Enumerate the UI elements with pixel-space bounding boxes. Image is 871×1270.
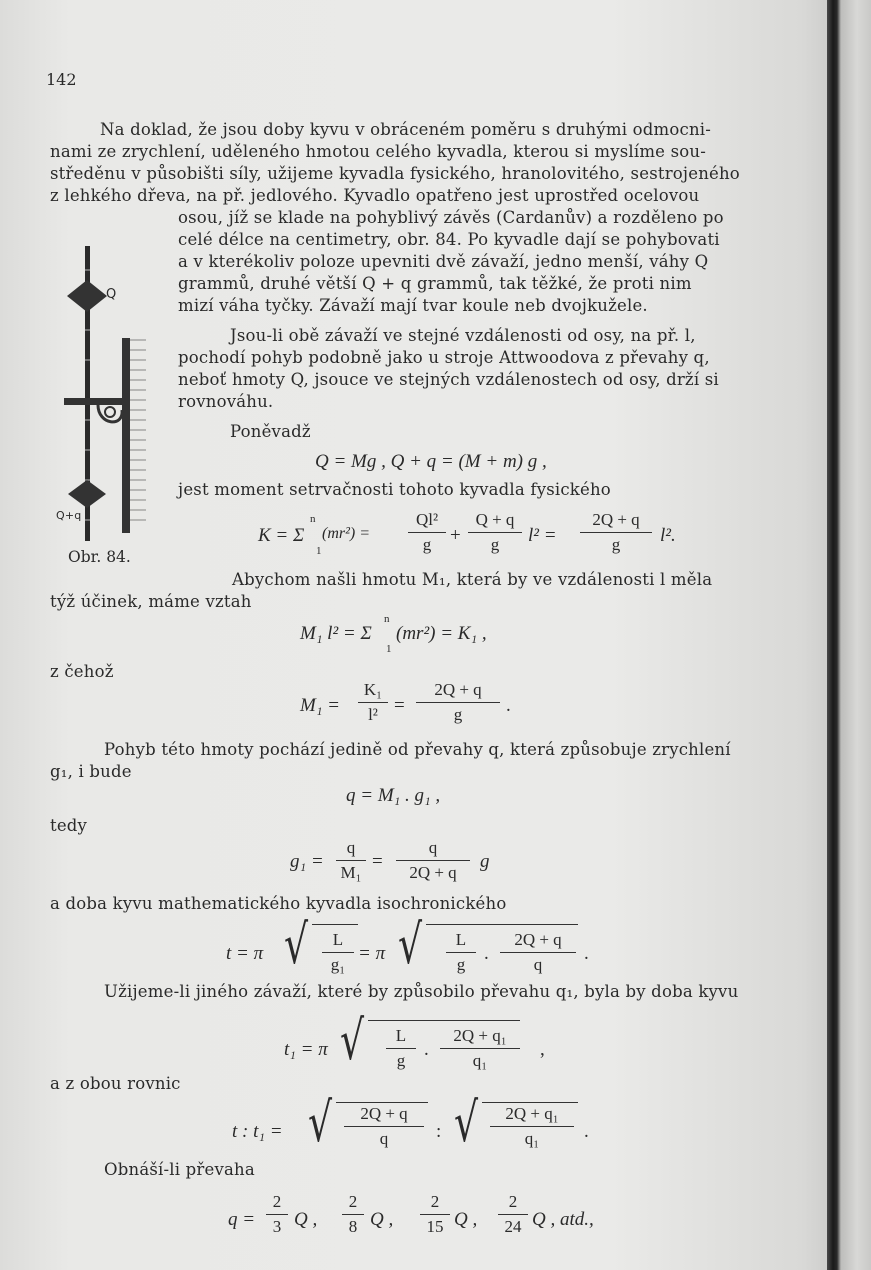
text-line: a v kterékoliv poloze upevniti dvě závaží, jedno menší, váhy Q [178, 252, 709, 271]
sqrt-vinculum [368, 1020, 520, 1021]
eq6-fraction-2: $\frac{q}{2Q + q}$ [396, 838, 470, 883]
eq4-lhs: M₁ = [300, 695, 341, 716]
eq2-fraction-1: $\frac{\text{Ql²}}{g}$ [408, 510, 446, 555]
figure-caption: Obr. 84. [68, 548, 131, 566]
eq9-tail: . [584, 1121, 589, 1142]
text-line: mizí váha tyčky. Závaží mají tvar koule neb dvojkužele. [178, 296, 648, 315]
eq8-dot: . [424, 1039, 429, 1060]
text-line: Na doklad, že jsou doby kyvu v obráceném poměru s druhými odmocni- [100, 120, 712, 139]
eq9-fraction-1: $\frac{2Q + q}{q}$ [344, 1104, 424, 1149]
sqrt-sign: √ [398, 913, 423, 976]
eq2-mr2: (mr²) = [322, 525, 371, 542]
eq4-tail: . [506, 695, 511, 716]
sqrt-vinculum [426, 924, 578, 925]
eq3-lhs: M₁ l² = Σ [300, 623, 372, 644]
text-line: pochodí pohyb podobně jako u stroje Attwoodova z převahy q, [178, 348, 710, 367]
text-line: Poněvadž [230, 422, 311, 441]
eq2-fraction-3: $\frac{2Q + q}{g}$ [580, 510, 652, 555]
text-line: a doba kyvu mathematického kyvadla isochronického [50, 894, 507, 913]
eq3-tail: (mr²) = K₁ , [396, 623, 487, 644]
sqrt-sign: √ [308, 1091, 333, 1154]
text-line: z lehkého dřeva, na př. jedlového. Kyvadlo opatřeno jest uprostřed ocelovou [50, 186, 700, 205]
eq9-lhs: t : t₁ = [232, 1121, 283, 1142]
eq3-sum-top: n [384, 613, 390, 625]
text-line: Jsou-li obě závaží ve stejné vzdálenosti od osy, na př. l, [230, 326, 696, 345]
figure-label-q-plus-q: Q+q [56, 509, 82, 522]
eq9-fraction-2: $\frac{\text{2Q + q₁}}{\text{q₁}}$ [490, 1104, 574, 1149]
text-line: rovnováhu. [178, 392, 274, 411]
eq2-sum-bottom: 1 [316, 545, 322, 557]
eq10-fraction: $\frac{2}{24}$ [498, 1192, 528, 1237]
text-line: g₁, i bude [50, 762, 132, 781]
equation-1: Q = Mg , Q + q = (M + m) g , [315, 451, 547, 472]
eq2-l2: l² = [528, 525, 557, 546]
eq8-fraction-1: $\frac{L}{g}$ [386, 1026, 416, 1071]
eq7-fraction-2: $\frac{L}{g}$ [446, 930, 476, 975]
eq10-lhs: q = [228, 1209, 256, 1230]
eq2-plus: + [450, 525, 461, 546]
text-line: týž účinek, máme vztah [50, 592, 252, 611]
equation-5: q = M₁ . g₁ , [346, 785, 441, 806]
page-number: 142 [46, 70, 77, 89]
eq7-tail: . [584, 943, 589, 964]
eq2-sum-top: n [310, 513, 316, 525]
eq6-equals: = [372, 851, 383, 872]
eq2-fraction-2: $\frac{Q + q}{g}$ [468, 510, 522, 555]
figure-label-q: Q [106, 287, 117, 302]
eq10-fraction: $\frac{2}{8}$ [342, 1192, 364, 1237]
eq10-term: Q , [294, 1209, 318, 1230]
eq4-equals: = [394, 695, 405, 716]
eq4-fraction-2: $\frac{2Q + q}{g}$ [416, 680, 500, 725]
text-line: Pohyb této hmoty pochází jedině od převahy q, která způsobuje zrychlení [104, 740, 731, 759]
book-spine [827, 0, 871, 1270]
eq8-tail: , [540, 1039, 545, 1060]
text-line: Užijeme-li jiného závaží, které by způsobilo převahu q₁, byla by doba kyvu [104, 982, 739, 1001]
eq8-lhs: t₁ = π [284, 1039, 328, 1060]
eq10-term: Q , [370, 1209, 394, 1230]
text-line: osou, jíž se klade na pohyblivý závěs (Cardanův) a rozděleno po [178, 208, 724, 227]
eq7-lhs: t = π [226, 943, 264, 964]
sqrt-sign: √ [284, 913, 309, 976]
eq6-tail: g [480, 851, 490, 872]
eq8-fraction-2: $\frac{\text{2Q + q₁}}{\text{q₁}}$ [440, 1026, 520, 1071]
eq7-mid: = π [358, 943, 386, 964]
eq2-tail: l². [660, 525, 676, 546]
pendulum-figure [50, 240, 160, 545]
eq3-sum-bottom: 1 [386, 643, 392, 655]
text-line: neboť hmoty Q, jsouce ve stejných vzdálenostech od osy, drží si [178, 370, 719, 389]
eq10-term: Q , atd., [532, 1209, 594, 1230]
text-line: a z obou rovnic [50, 1074, 181, 1093]
sqrt-vinculum [336, 1102, 428, 1103]
sqrt-vinculum [312, 924, 358, 925]
text-line: grammů, druhé větší Q + q grammů, tak těžké, že proti nim [178, 274, 692, 293]
eq6-lhs: g₁ = [290, 851, 324, 872]
sqrt-vinculum [482, 1102, 578, 1103]
text-line: jest moment setrvačnosti tohoto kyvadla fysického [178, 480, 611, 499]
eq10-fraction: $\frac{2}{15}$ [420, 1192, 450, 1237]
eq7-fraction-3: $\frac{2Q + q}{q}$ [500, 930, 576, 975]
text-line: Obnáší-li převaha [104, 1160, 255, 1179]
eq10-term: Q , [454, 1209, 478, 1230]
text-line: tedy [50, 816, 88, 835]
text-line: z čehož [50, 662, 114, 681]
sqrt-sign: √ [454, 1091, 479, 1154]
eq7-dot: . [484, 943, 489, 964]
eq9-colon: : [436, 1121, 442, 1142]
text-line: nami ze zrychlení, uděleného hmotou celého kyvadla, kterou si myslíme sou- [50, 142, 706, 161]
text-line: Abychom našli hmotu M₁, která by ve vzdálenosti l měla [232, 570, 713, 589]
eq6-fraction-1: $\frac{q}{\text{M₁}}$ [336, 838, 366, 883]
sqrt-sign: √ [340, 1009, 365, 1072]
eq10-fraction: $\frac{2}{3}$ [266, 1192, 288, 1237]
eq2-lhs: K = Σ [258, 525, 305, 546]
eq4-fraction-1: $\frac{\text{K₁}}{\text{l²}}$ [358, 680, 388, 725]
text-line: celé délce na centimetry, obr. 84. Po kyvadle dají se pohybovati [178, 230, 720, 249]
eq7-fraction-1: $\frac{L}{\text{g₁}}$ [322, 930, 354, 975]
text-line: středěnu v působišti síly, užijeme kyvadla fysického, hranolovitého, sestrojeného [50, 164, 740, 183]
